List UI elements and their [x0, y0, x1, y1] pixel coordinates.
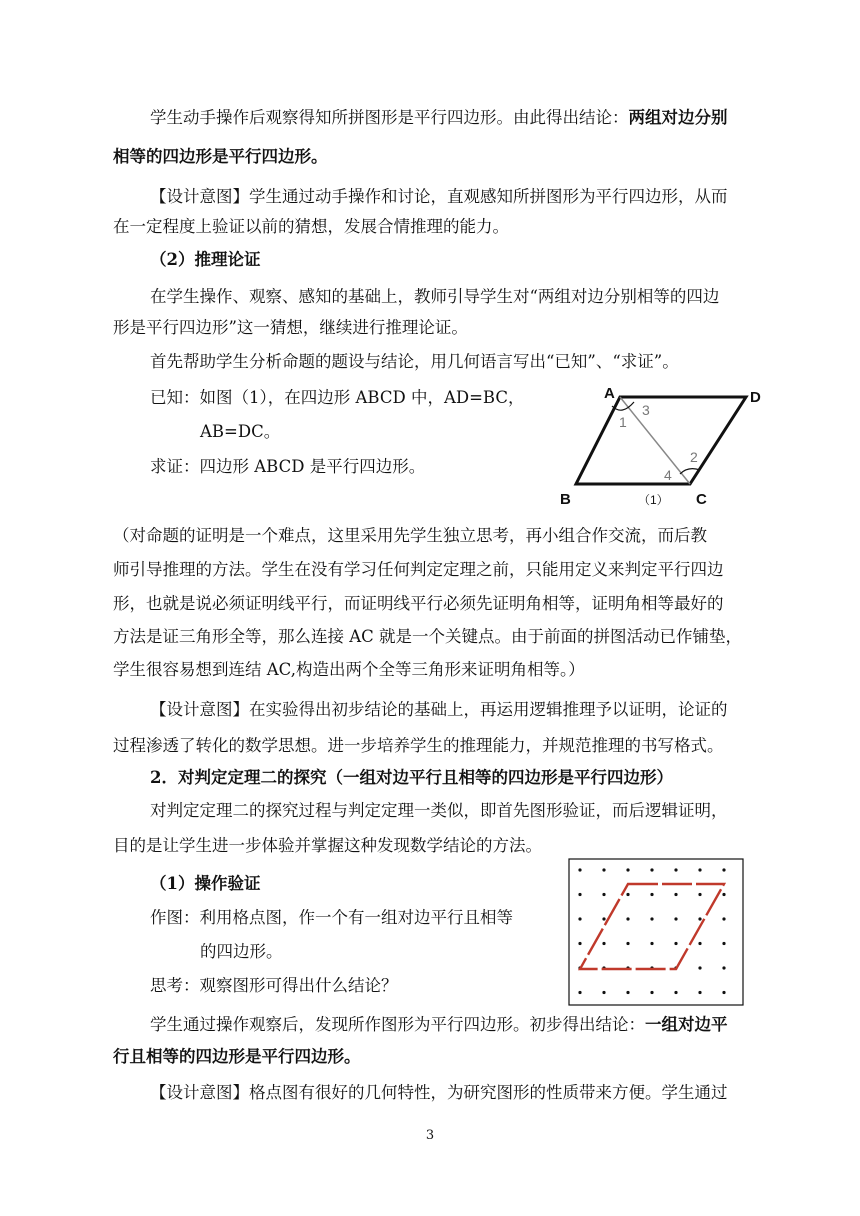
grid-dot: [626, 942, 629, 945]
grid-dot: [722, 991, 725, 994]
paragraph-3-line-2: 形是平行四边形”这一猜想，继续进行推理论证。: [113, 318, 468, 337]
bold-conclusion: 一组对边平: [645, 1015, 728, 1034]
grid-dot: [650, 893, 653, 896]
grid-dot: [602, 942, 605, 945]
grid-dot: [578, 917, 581, 920]
paragraph-7-line-2: 目的是让学生进一步体验并掌握这种发现数学结论的方法。: [113, 836, 542, 855]
paragraph-7-line-1: 对判定定理二的探究过程与判定定理一类似，即首先图形验证，而后逻辑证明，: [150, 801, 728, 820]
paragraph-5-line-2: 师引导推理的方法。学生在没有学习任何判定定理之前，只能用定义来判定平行四边: [113, 560, 724, 579]
text: 学生动手操作后观察得知所拼图形是平行四边形。由此得出结论：: [150, 108, 629, 127]
parallelogram-abcd: [576, 397, 746, 484]
grid-dot: [626, 893, 629, 896]
grid-dot: [722, 942, 725, 945]
paragraph-5-line-4: 方法是证三角形全等，那么连接 AC 就是一个关键点。由于前面的拼图活动已作铺垫，: [113, 627, 743, 646]
paragraph-1-line-2: 相等的四边形是平行四边形。: [113, 147, 328, 166]
grid-point-figure: [568, 858, 744, 1006]
grid-dot: [650, 991, 653, 994]
grid-dot: [602, 991, 605, 994]
grid-dot: [602, 893, 605, 896]
vertex-d-label: D: [750, 389, 761, 406]
vertex-b-label: B: [560, 491, 571, 508]
grid-dot: [722, 868, 725, 871]
think-line: 思考：观察图形可得出什么结论？: [150, 976, 398, 995]
parallelogram-figure: [556, 382, 776, 510]
grid-dot: [674, 991, 677, 994]
grid-dot: [650, 942, 653, 945]
angle-1-label: 1: [619, 414, 627, 430]
prove-line: 求证：四边形 ABCD 是平行四边形。: [150, 457, 426, 476]
vertex-c-label: C: [696, 491, 707, 508]
design-intent-2-line-2: 过程渗透了转化的数学思想。进一步培养学生的推理能力，并规范推理的书写格式。: [113, 736, 724, 755]
diagonal-ac: [620, 397, 690, 484]
paragraph-5-line-3: 形，也就是说必须证明线平行，而证明线平行必须先证明角相等，证明角相等最好的: [113, 594, 724, 613]
draw-line-2: 的四边形。: [200, 942, 283, 961]
paragraph-8-line-2: 行且相等的四边形是平行四边形。: [113, 1047, 361, 1066]
grid-dot: [698, 942, 701, 945]
grid-dot: [698, 991, 701, 994]
paragraph-5-line-1: （对命题的证明是一个难点，这里采用先学生独立思考，再小组合作交流，而后教: [113, 526, 707, 545]
bold-conclusion: 两组对边分别: [628, 108, 728, 127]
grid-dot: [602, 868, 605, 871]
text: 学生通过操作观察后，发现所作图形为平行四边形。初步得出结论：: [150, 1015, 645, 1034]
paragraph-4: 首先帮助学生分析命题的题设与结论，用几何语言写出“已知”、“求证”。: [150, 352, 679, 371]
grid-frame: [569, 859, 743, 1005]
grid-dot: [698, 868, 701, 871]
heading-operation-verify: （1）操作验证: [150, 874, 261, 893]
grid-dot: [602, 917, 605, 920]
design-intent-1-line-2: 在一定程度上验证以前的猜想，发展合情推理的能力。: [113, 217, 509, 236]
grid-dot: [698, 893, 701, 896]
grid-dot: [722, 917, 725, 920]
design-intent-2-line-1: 【设计意图】在实验得出初步结论的基础上，再运用逻辑推理予以证明，论证的: [150, 700, 728, 719]
grid-dot: [578, 893, 581, 896]
angle-2-label: 2: [690, 449, 698, 465]
angle-3-label: 3: [642, 402, 650, 418]
grid-dot: [650, 868, 653, 871]
paragraph-5-line-5: 学生很容易想到连结 AC,构造出两个全等三角形来证明角相等。）: [113, 660, 585, 679]
design-intent-3-line-1: 【设计意图】格点图有很好的几何特性，为研究图形的性质带来方便。学生通过: [150, 1083, 728, 1102]
heading-theorem-two: 2．对判定定理二的探究（一组对边平行且相等的四边形是平行四边形）: [150, 768, 673, 787]
paragraph-1-line-1: [150, 106, 728, 130]
grid-dot: [722, 966, 725, 969]
paragraph-8-line-1: [150, 1013, 728, 1037]
vertex-a-label: A: [604, 385, 615, 402]
grid-dot: [626, 991, 629, 994]
grid-dot: [722, 893, 725, 896]
known-line-1: 已知：如图（1），在四边形 ABCD 中，AD=BC，: [150, 388, 525, 407]
grid-dot: [674, 893, 677, 896]
draw-line-1: 作图：利用格点图，作一个有一组对边平行且相等: [150, 908, 513, 927]
paragraph-3-line-1: 在学生操作、观察、感知的基础上，教师引导学生对“两组对边分别相等的四边: [150, 287, 720, 306]
grid-dot: [578, 868, 581, 871]
page-number: 3: [425, 1128, 435, 1143]
grid-dot: [674, 942, 677, 945]
design-intent-1-line-1: 【设计意图】学生通过动手操作和讨论，直观感知所拼图形为平行四边形，从而: [150, 187, 728, 206]
heading-reasoning-proof: （2）推理论证: [150, 250, 261, 269]
known-line-2: AB=DC。: [200, 422, 281, 441]
angle-4-label: 4: [664, 467, 672, 483]
grid-dot: [626, 868, 629, 871]
grid-dot: [674, 917, 677, 920]
grid-dot: [674, 868, 677, 871]
figure-caption: （1）: [638, 493, 669, 507]
grid-dot: [698, 917, 701, 920]
grid-dot: [578, 942, 581, 945]
grid-dot: [578, 991, 581, 994]
grid-dot: [650, 917, 653, 920]
grid-dot: [626, 917, 629, 920]
grid-dot: [698, 966, 701, 969]
